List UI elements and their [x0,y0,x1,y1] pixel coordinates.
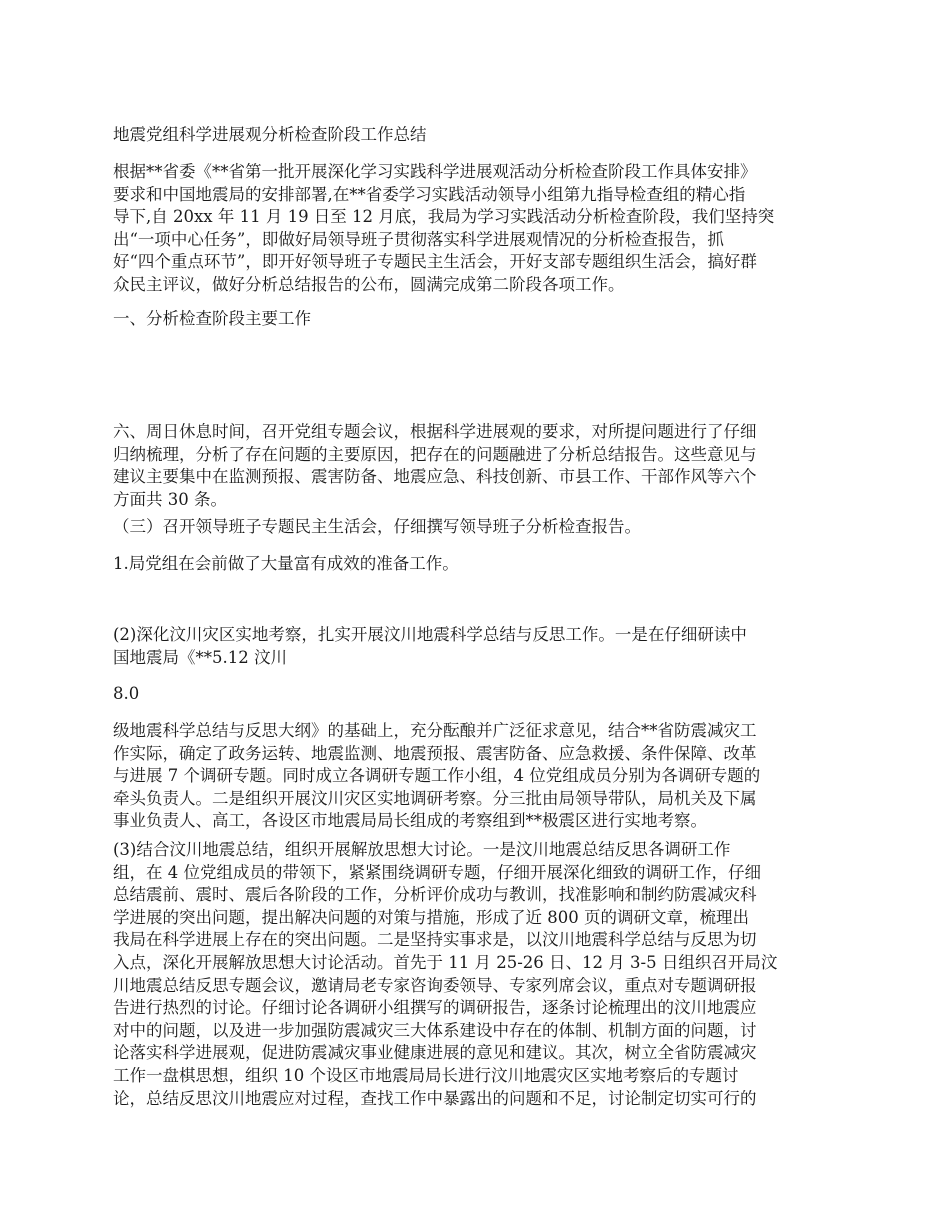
intro-paragraph [113,161,840,297]
text-line: 工作一盘棋思想，组织 10 个设区市地震局局长进行汶川地震灾区实地考察后的专题讨 [113,1065,739,1085]
text-line: (3)结合汶川地震总结，组织开展解放思想大讨论。一是汶川地震总结反思各调研工作 [113,840,731,859]
text-line: 川地震总结反思专题会议，邀请局老专家咨询委领导、专家列席会议，重点对专题调研报 [113,975,757,995]
item-six-paragraph [113,421,840,511]
item-three-paragraph [113,839,840,1110]
text-line: 方面共 30 条。 [113,489,227,509]
text-line: 作实际，确定了政务运转、地震监测、地震预报、震害防备、应急救援、条件保障、改革 [113,743,757,763]
heading-line: 一、分析检查阶段主要工作 [113,309,311,328]
text-line: 入点，深化开展解放思想大讨论活动。首先于 11 月 25-26 日、12 月 3-5 日组织召开局汶 [113,952,778,972]
text-line: 根据**省委《**省第一批开展深化学习实践科学进展观活动分析检查阶段工作具体安排》 [113,162,757,181]
text-line: (2)深化汶川灾区实地考察，扎实开展汶川地震科学总结与反思工作。一是在仔细研读中 [113,625,747,644]
text-line: 导下,自 20xx 年 11 月 19 日至 12 月底，我局为学习实践活动分析检查阶段，我们坚持突 [113,207,775,227]
text-line: 总结震前、震时、震后各阶段的工作，分析评价成功与教训，找准影响和制约防震减灾科 [113,885,757,905]
text-line: 事业负责人、高工，各设区市地震局局长组成的考察组到**极震区进行实地考察。 [113,811,707,831]
text-line: 要求和中国地震局的安排部署,在**省委学习实践活动领导小组第九指导检查组的精心指 [113,184,746,204]
item-two-paragraph-continued [113,720,840,833]
document-title [113,124,840,147]
title-line: 地震党组科学进展观分析检查阶段工作总结 [113,125,427,144]
text-line: 告进行热烈的讨论。仔细讨论各调研小组撰写的调研报告，逐条讨论梳理出的汶川地震应 [113,998,757,1018]
item-one-paragraph [113,553,840,576]
text-line: 论，总结反思汶川地震应对过程，查找工作中暴露出的问题和不足，讨论制定切实可行的 [113,1088,757,1108]
text-line: 六、周日休息时间，召开党组专题会议，根据科学进展观的要求，对所提问题进行了仔细 [113,422,757,441]
text-line: 与进展 7 个调研专题。同时成立各调研专题工作小组，4 位党组成员分别为各调研专题的 [113,766,761,786]
magnitude-line [113,683,840,706]
text-line: 论落实科学进展观，促进防震减灾事业健康进展的意见和建议。其次，树立全省防震减灾 [113,1043,757,1063]
item-two-paragraph-start [113,624,840,669]
text-line: 我局在科学进展上存在的突出问题。二是坚持实事求是，以汶川地震科学总结与反思为切 [113,930,757,950]
text-line: 国地震局《**5.12 汶川 [113,647,287,667]
text-line: 出“一项中心任务”，即做好局领导班子贯彻落实科学进展观情况的分析检查报告，抓 [113,229,724,249]
text-line: 好“四个重点环节”，即开好领导班子专题民主生活会，开好支部专题组织生活会，搞好群 [113,252,757,272]
text-line: 牵头负责人。二是组织开展汶川灾区实地调研考察。分三批由局领导带队，局机关及下属 [113,788,757,808]
section-three-heading [113,516,840,539]
text-line: 归纳梳理，分析了存在问题的主要原因，把存在的问题融进了分析总结报告。这些意见与 [113,444,757,464]
text-line: 组，在 4 位党组成员的带领下，紧紧围绕调研专题，仔细开展深化细致的调研工作，仔细 [113,862,761,882]
text-line: （三）召开领导班子专题民主生活会，仔细撰写领导班子分析检查报告。 [113,517,641,536]
text-line: 建议主要集中在监测预报、震害防备、地震应急、科技创新、市县工作、干部作风等六个 [113,467,757,487]
text-line: 学进展的突出问题，提出解决问题的对策与措施，形成了近 800 页的调研文章，梳理出 [113,907,749,927]
text-line: 8.0 [113,684,140,703]
section-heading-1 [113,308,840,331]
text-line: 1.局党组在会前做了大量富有成效的准备工作。 [113,554,459,573]
text-line: 众民主评议，做好分析总结报告的公布，圆满完成第二阶段各项工作。 [113,274,625,294]
text-line: 级地震科学总结与反思大纲》的基础上，充分酝酿并广泛征求意见，结合**省防震减灾工 [113,721,757,740]
text-line: 对中的问题，以及进一步加强防震减灾三大体系建设中存在的体制、机制方面的问题，讨 [113,1020,757,1040]
